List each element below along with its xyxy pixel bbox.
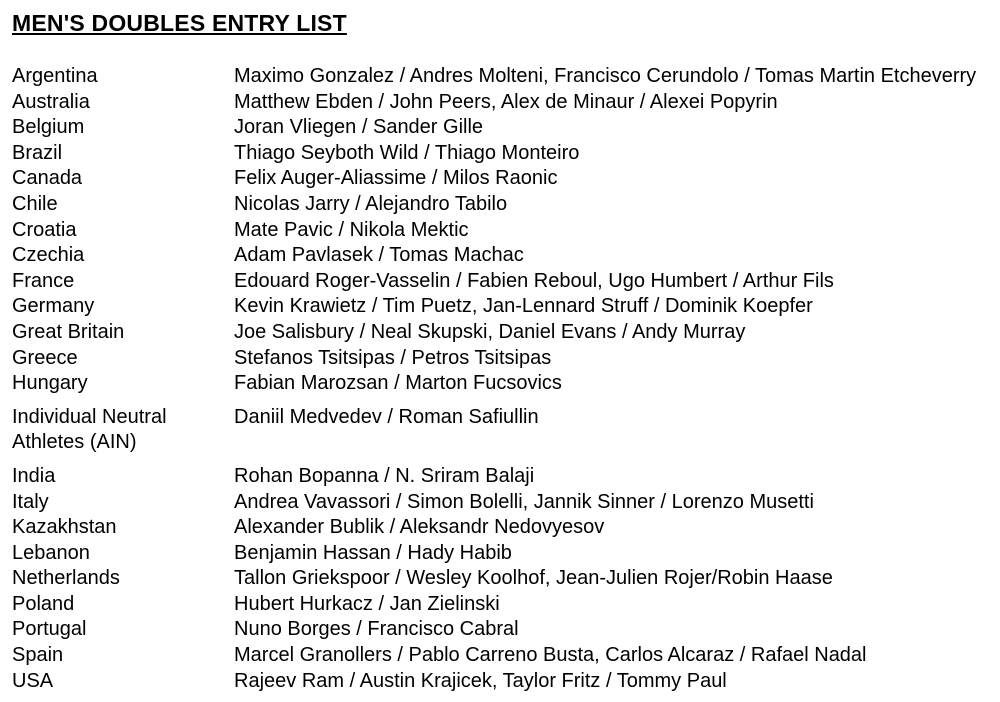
table-row <box>12 541 990 567</box>
table-row <box>12 515 990 541</box>
country-cell: Argentina <box>12 65 98 87</box>
players-cell: Andrea Vavassori / Simon Bolelli, Jannik Sinner / Lorenzo Musetti <box>234 490 814 513</box>
entry-list-table <box>12 64 990 694</box>
country-cell: Portugal <box>12 618 87 641</box>
country-cell: Brazil <box>12 141 63 164</box>
table-row <box>12 64 990 90</box>
country-cell: Spain <box>12 644 64 667</box>
players-cell: Fabian Marozsan / Marton Fucsovics <box>234 372 562 395</box>
table-row <box>12 243 990 269</box>
players-cell: Rajeev Ram / Austin Krajicek, Taylor Fritz / Tommy Paul <box>234 669 727 692</box>
table-row <box>12 90 990 116</box>
country-cell: France <box>12 269 75 292</box>
players-cell: Marcel Granollers / Pablo Carreno Busta, Carlos Alcaraz / Rafael Nadal <box>234 644 867 667</box>
country-cell: Australia <box>12 90 90 113</box>
country-cell: Croatia <box>12 218 77 241</box>
players-cell: Nicolas Jarry / Alejandro Tabilo <box>234 192 508 215</box>
players-cell: Joran Vliegen / Sander Gille <box>234 116 484 139</box>
country-cell: Individual Neutral Athletes (AIN) <box>12 405 167 454</box>
players-cell: Joe Salisbury / Neal Skupski, Daniel Evans / Andy Murray <box>234 320 746 343</box>
players-cell: Felix Auger-Aliassime / Milos Raonic <box>234 167 558 190</box>
table-row <box>12 490 990 516</box>
table-row <box>12 269 990 295</box>
country-cell: Czechia <box>12 244 85 267</box>
players-cell: Alexander Bublik / Aleksandr Nedovyesov <box>234 516 605 539</box>
table-row <box>12 464 990 490</box>
country-cell: Germany <box>12 295 95 318</box>
players-cell: Hubert Hurkacz / Jan Zielinski <box>234 592 500 615</box>
country-cell: Lebanon <box>12 541 90 564</box>
players-cell: Adam Pavlasek / Tomas Machac <box>234 244 524 267</box>
country-cell: Hungary <box>12 372 88 395</box>
table-row <box>12 320 990 346</box>
table-row <box>12 346 990 372</box>
players-cell: Matthew Ebden / John Peers, Alex de Minaur / Alexei Popyrin <box>234 90 778 113</box>
players-cell: Maximo Gonzalez / Andres Molteni, Francisco Cerundolo / Tomas Martin Etcheverry <box>234 65 977 87</box>
country-cell: Kazakhstan <box>12 516 117 539</box>
table-row <box>12 166 990 192</box>
country-cell: Italy <box>12 490 49 513</box>
players-cell: Thiago Seyboth Wild / Thiago Monteiro <box>234 141 580 164</box>
table-row <box>12 192 990 218</box>
entry-list-body <box>12 64 990 694</box>
players-cell: Daniil Medvedev / Roman Safiullin <box>234 405 539 428</box>
table-row <box>12 141 990 167</box>
table-row <box>12 218 990 244</box>
country-cell: Belgium <box>12 116 85 139</box>
table-row <box>12 115 990 141</box>
row-spacer <box>12 397 990 405</box>
table-row <box>12 566 990 592</box>
page-title: MEN'S DOUBLES ENTRY LIST <box>12 10 347 36</box>
table-row <box>12 617 990 643</box>
country-cell: Netherlands <box>12 567 120 590</box>
table-row <box>12 592 990 618</box>
table-row <box>12 405 990 456</box>
country-cell: Canada <box>12 167 83 190</box>
country-cell: Greece <box>12 346 78 369</box>
table-row <box>12 669 990 695</box>
country-cell: USA <box>12 669 54 692</box>
players-cell: Edouard Roger-Vasselin / Fabien Reboul, Ugo Humbert / Arthur Fils <box>234 269 834 292</box>
players-cell: Rohan Bopanna / N. Sriram Balaji <box>234 464 535 487</box>
players-cell: Mate Pavic / Nikola Mektic <box>234 218 469 241</box>
table-row <box>12 371 990 397</box>
players-cell: Benjamin Hassan / Hady Habib <box>234 541 512 564</box>
players-cell: Stefanos Tsitsipas / Petros Tsitsipas <box>234 346 552 369</box>
country-cell: Great Britain <box>12 320 125 343</box>
table-row <box>12 643 990 669</box>
table-row <box>12 294 990 320</box>
country-cell: Poland <box>12 592 75 615</box>
country-cell: India <box>12 464 56 487</box>
players-cell: Tallon Griekspoor / Wesley Koolhof, Jean-Julien Rojer/Robin Haase <box>234 567 833 590</box>
players-cell: Nuno Borges / Francisco Cabral <box>234 618 519 641</box>
row-spacer <box>12 456 990 464</box>
players-cell: Kevin Krawietz / Tim Puetz, Jan-Lennard Struff / Dominik Koepfer <box>234 295 813 318</box>
country-cell: Chile <box>12 192 58 215</box>
